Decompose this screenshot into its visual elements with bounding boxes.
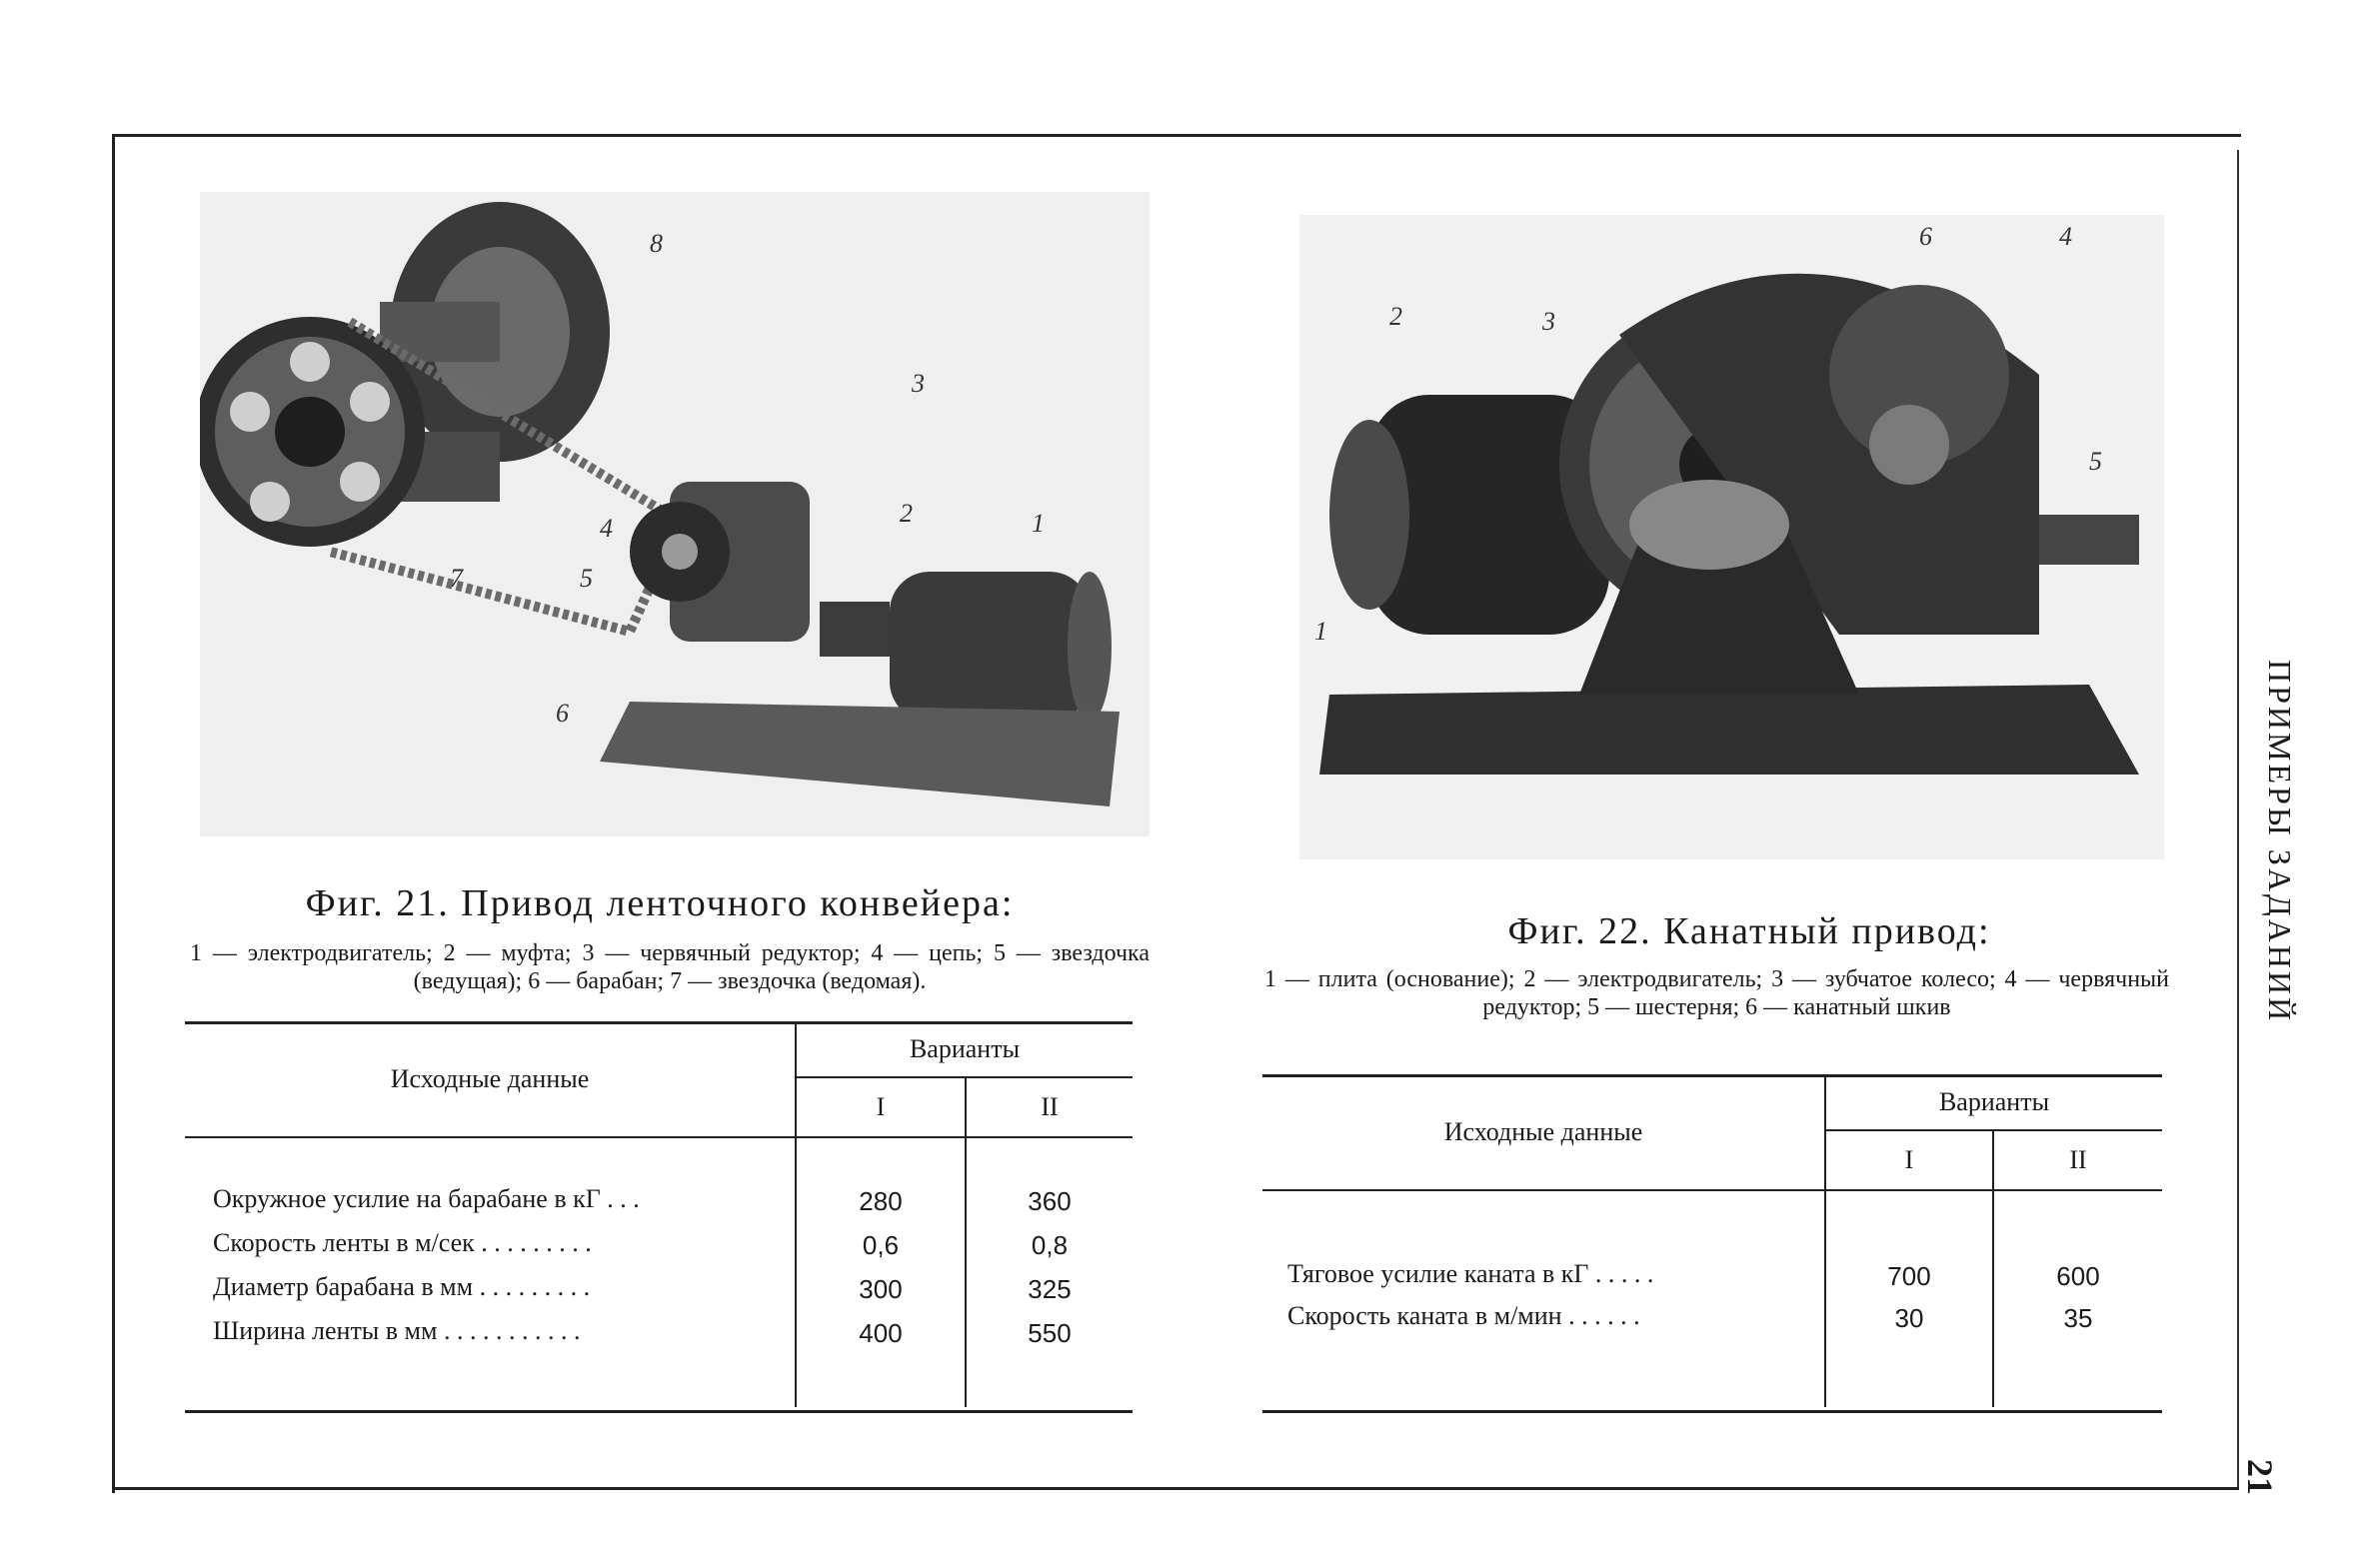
svg-text:3: 3: [912, 369, 925, 398]
svg-text:5: 5: [2089, 447, 2102, 476]
figure21-title: Фиг. 21. Привод ленточного конвейера:: [305, 882, 1015, 924]
page-frame-left: [112, 134, 115, 1493]
table-cell: 0,8: [1031, 1230, 1069, 1260]
table-cell: 300: [859, 1274, 903, 1304]
figure21-photo: [200, 192, 1150, 836]
table-divider: [1824, 1077, 1826, 1407]
figure22-description: 1 — плита (основание); 2 — электродвигатель; 3 — зубчатое колесо; 4 — червячный редуктор; 5 — шестерня; 6 — канатный шкив: [1264, 966, 2169, 1020]
table-cell: 360: [1028, 1186, 1072, 1216]
running-section-title: ПРИМЕРЫ ЗАДАНИЙ: [2262, 660, 2298, 1024]
table-row-label: Скорость каната в м/мин . . . . . .: [1287, 1301, 1640, 1330]
svg-text:7: 7: [450, 564, 463, 593]
table-row-label: Тяговое усилие каната в кГ . . . . .: [1287, 1259, 1654, 1288]
svg-text:4: 4: [2059, 222, 2072, 251]
table-cell: 0,6: [862, 1230, 900, 1260]
table-subheader-rule: [1826, 1129, 2162, 1131]
svg-text:1: 1: [1032, 509, 1045, 538]
header-variants: Варианты: [1938, 1087, 2050, 1116]
svg-text:2: 2: [1389, 302, 1402, 331]
table-row-label: Окружное усилие на барабане в кГ . . .: [213, 1184, 640, 1213]
svg-text:6: 6: [556, 699, 569, 728]
svg-text:6: 6: [1919, 222, 1932, 251]
svg-text:4: 4: [600, 514, 613, 543]
table-cell: 30: [1894, 1303, 1924, 1333]
svg-text:5: 5: [580, 564, 593, 593]
header-variant-i: I: [876, 1092, 886, 1121]
table-cell: 400: [859, 1318, 903, 1348]
table-row-label: Диаметр барабана в мм . . . . . . . . .: [213, 1272, 591, 1301]
belt-conveyor-drive-illustration: [200, 192, 1150, 836]
table-header-rule: [185, 1136, 1133, 1138]
page-frame-bottom: [112, 1487, 2239, 1490]
svg-text:8: 8: [650, 229, 663, 258]
page-frame-right: [2237, 150, 2239, 1489]
svg-text:1: 1: [1314, 617, 1327, 646]
figure21-description: 1 — электродвигатель; 2 — муфта; 3 — червячный редуктор; 4 — цепь; 5 — звездочка (ведущая); 6 — барабан; 7 — звездочка (ведомая).: [190, 940, 1150, 994]
table-cell: 550: [1028, 1318, 1072, 1348]
table-rope-drive-data: [1262, 1074, 2162, 1413]
table-header-rule: [1262, 1189, 2162, 1191]
table-subheader-rule: [797, 1076, 1133, 1078]
header-variant-i: I: [1904, 1145, 1914, 1174]
header-variant-ii: II: [2069, 1145, 2087, 1174]
table-cell: 600: [2056, 1261, 2100, 1291]
header-variant-ii: II: [1041, 1092, 1059, 1121]
page-number: 21: [2240, 1459, 2280, 1495]
table-row-label: Ширина ленты в мм . . . . . . . . . . .: [213, 1316, 581, 1345]
table-cell: 35: [2063, 1303, 2093, 1333]
header-source-data: Исходные данные: [390, 1064, 590, 1093]
figure22-photo: [1299, 215, 2164, 859]
svg-text:2: 2: [900, 499, 913, 528]
page-frame-top: [112, 134, 2241, 137]
table-belt-conveyor-data: [185, 1021, 1133, 1413]
table-cell: 280: [859, 1186, 903, 1216]
svg-text:3: 3: [1542, 307, 1555, 336]
figure22-title: Фиг. 22. Канатный привод:: [1507, 910, 1991, 952]
header-variants: Варианты: [909, 1034, 1021, 1063]
header-source-data: Исходные данные: [1443, 1117, 1643, 1146]
table-row-label: Скорость ленты в м/сек . . . . . . . . .: [213, 1228, 592, 1257]
table-cell: 325: [1028, 1274, 1072, 1304]
table-cell: 700: [1887, 1261, 1931, 1291]
rope-drive-illustration: [1299, 215, 2164, 859]
